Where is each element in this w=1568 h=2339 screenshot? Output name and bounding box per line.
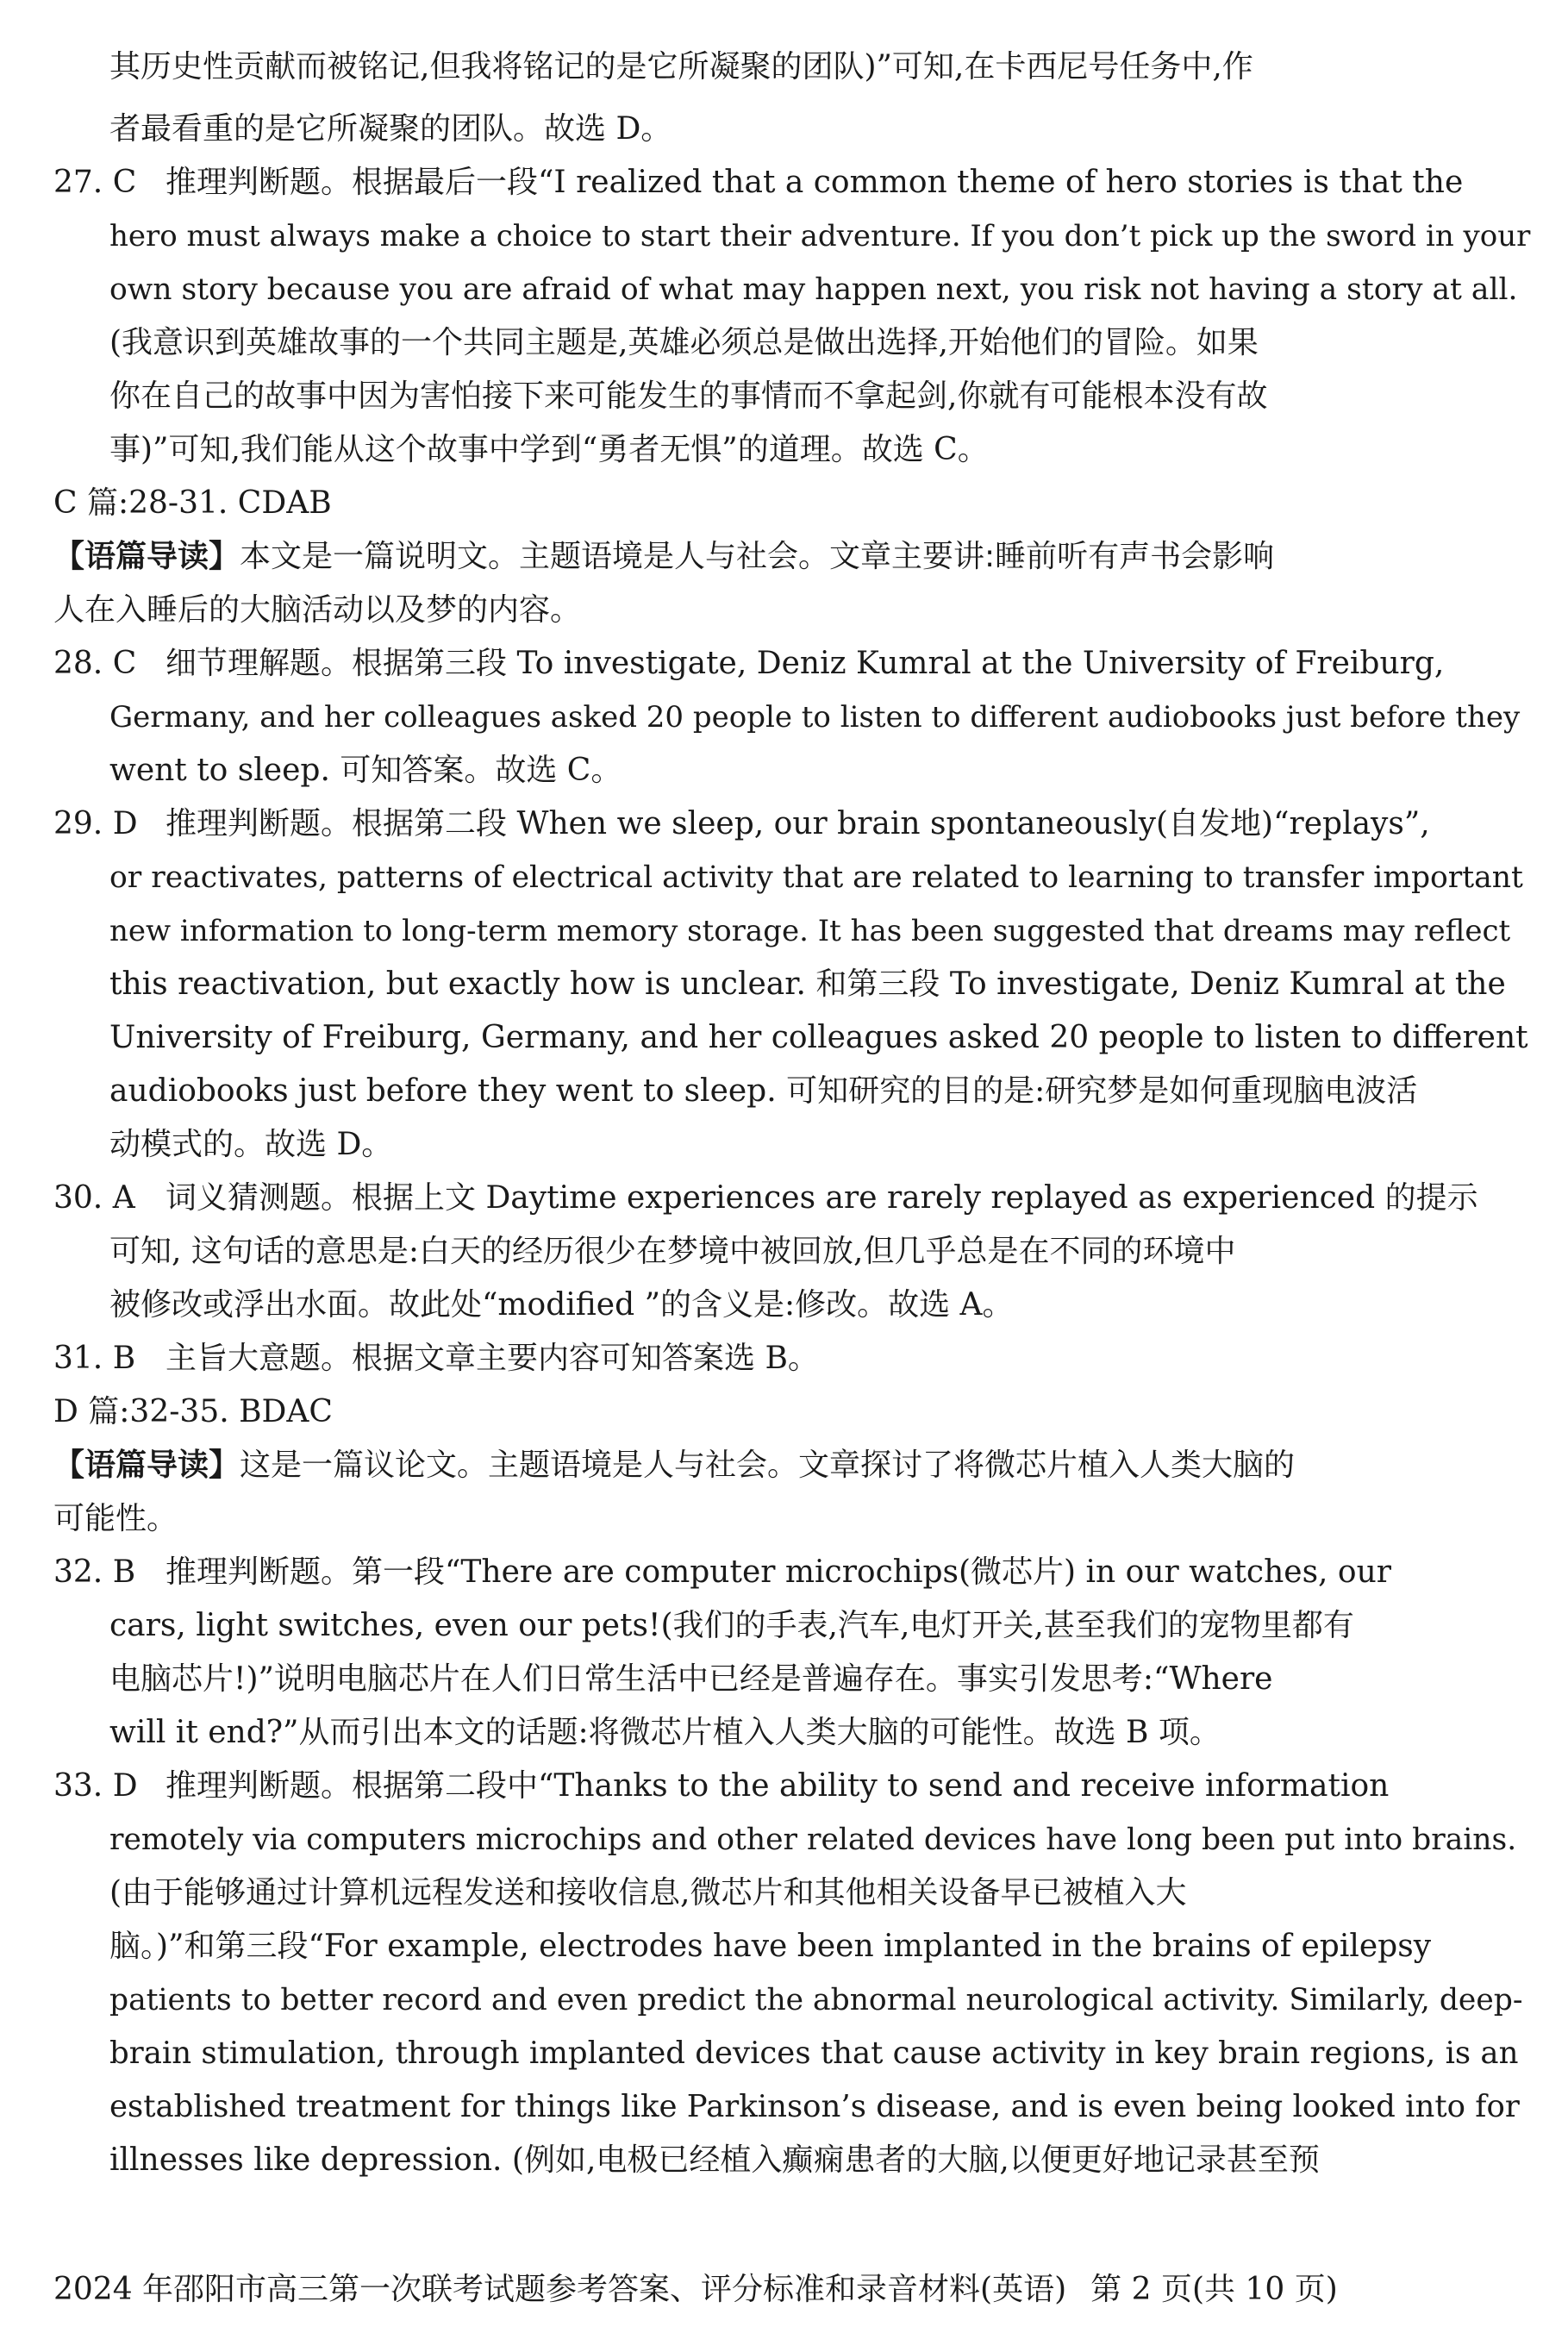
text-line: 可能性。 [53, 1501, 178, 1536]
text-line: 电脑芯片!)”说明电脑芯片在人们日常生活中已经是普遍存在。事实引发思考:“Where [109, 1661, 1273, 1697]
page-number: 第 2 页(共 10 页) [1090, 2272, 1338, 2307]
page-footer [53, 2267, 1338, 2312]
text-line: own story because you are afraid of what may happen next, you risk not having a story at all. [109, 272, 1518, 307]
question-number: 33. D [53, 1768, 138, 1804]
text-line: hero must always make a choice to start their adventure. If you don’t pick up the sword in your [109, 219, 1531, 253]
text-line: 主旨大意题。根据文章主要内容可知答案选 B。 [166, 1341, 819, 1376]
question-number: 31. B [53, 1341, 136, 1376]
text-line: 被修改或浮出水面。故此处“modified ”的含义是:修改。故选 A。 [109, 1287, 1014, 1323]
text-line: 者最看重的是它所凝聚的团队。故选 D。 [109, 111, 672, 147]
question-number: 28. C [53, 646, 137, 681]
answer-33 [53, 1764, 1389, 1809]
text-line: patients to better record and even predict the abnormal neurological activity. Similarly, deep- [109, 1983, 1523, 2017]
text-line: illnesses like depression. (例如,电极已经植入癫痫患者的大脑,以便更好地记录甚至预 [109, 2142, 1320, 2178]
text-line: brain stimulation, through implanted devices that cause activity in key brain regions, is an [109, 2036, 1519, 2071]
text-line: 推理判断题。第一段“There are computer microchips(微芯片) in our watches, our [166, 1554, 1392, 1590]
text-line: 其历史性贡献而被铭记,但我将铭记的是它所凝聚的团队)”可知,在卡西尼号任务中,作 [109, 49, 1253, 84]
question-number: 27. C [53, 165, 137, 200]
text-line: 推理判断题。根据第二段中“Thanks to the ability to send and receive information [166, 1768, 1390, 1804]
text-line: Germany, and her colleagues asked 20 people to listen to different audiobooks just before they [109, 700, 1521, 735]
question-number: 30. A [53, 1180, 135, 1216]
section-c-header: C 篇:28-31. CDAB [53, 485, 332, 521]
text-line: 词义猜测题。根据上文 Daytime experiences are rarely replayed as experienced 的提示 [166, 1180, 1478, 1216]
text-line: cars, light switches, even our pets!(我们的手表,汽车,电灯开关,甚至我们的宠物里都有 [109, 1608, 1354, 1643]
answer-31 [53, 1336, 819, 1381]
text-line: will it end?”从而引出本文的话题:将微芯片植入人类大脑的可能性。故选 B 项。 [109, 1715, 1221, 1750]
question-number: 29. D [53, 806, 138, 841]
section-d-guide [53, 1443, 1295, 1488]
answer-29 [53, 802, 1430, 847]
text-line: 你在自己的故事中因为害怕接下来可能发生的事情而不拿起剑,你就有可能根本没有故 [109, 378, 1268, 414]
text-line: went to sleep. 可知答案。故选 C。 [109, 753, 622, 788]
text-line: 推理判断题。根据第二段 When we sleep, our brain spontaneously(自发地)“replays”, [166, 806, 1430, 841]
text-line: (我意识到英雄故事的一个共同主题是,英雄必须总是做出选择,开始他们的冒险。如果 [109, 325, 1259, 360]
answer-32 [53, 1550, 1391, 1595]
answer-28 [53, 641, 1444, 686]
text-line: new information to long-term memory storage. It has been suggested that dreams may reflect [109, 914, 1511, 948]
text-line: 推理判断题。根据最后一段“I realized that a common theme of hero stories is that the [166, 165, 1464, 200]
text-line: this reactivation, but exactly how is unclear. 和第三段 To investigate, Deniz Kumral at the [109, 966, 1506, 1002]
question-number: 32. B [53, 1554, 136, 1590]
answer-27 [53, 160, 1463, 205]
text-line: 事)”可知,我们能从这个故事中学到“勇者无惧”的道理。故选 C。 [109, 432, 989, 467]
answer-30 [53, 1176, 1478, 1221]
section-d-header: D 篇:32-35. BDAC [53, 1394, 333, 1429]
text-line: 人在入睡后的大脑活动以及梦的内容。 [53, 592, 582, 628]
text-line: 脑。)”和第三段“For example, electrodes have been implanted in the brains of epilepsy [109, 1929, 1432, 1964]
text-line: (由于能够通过计算机远程发送和接收信息,微芯片和其他相关设备早已被植入大 [109, 1875, 1187, 1911]
text-line: University of Freiburg, Germany, and her colleagues asked 20 people to listen to different [109, 1020, 1528, 1055]
text-line: 细节理解题。根据第三段 To investigate, Deniz Kumral at the University of Freiburg, [166, 646, 1445, 681]
guide-label: 【语篇导读】 [53, 539, 241, 574]
text-line: remotely via computers microchips and other related devices have long been put into brains. [109, 1823, 1517, 1857]
text-line: 可知, 这句话的意思是:白天的经历很少在梦境中被回放,但几乎总是在不同的环境中 [109, 1234, 1236, 1269]
text-line: 这是一篇议论文。主题语境是人与社会。文章探讨了将微芯片植入人类大脑的 [240, 1448, 1296, 1483]
guide-label: 【语篇导读】 [53, 1448, 241, 1483]
footer-title: 2024 年邵阳市高三第一次联考试题参考答案、评分标准和录音材料(英语) [53, 2272, 1067, 2307]
text-line: 本文是一篇说明文。主题语境是人与社会。文章主要讲:睡前听有声书会影响 [240, 539, 1275, 574]
text-line: or reactivates, patterns of electrical activity that are related to learning to transfer important [109, 860, 1523, 895]
section-c-guide [53, 535, 1274, 579]
text-line: 动模式的。故选 D。 [109, 1127, 393, 1162]
text-line: established treatment for things like Parkinson’s disease, and is even being looked into for [109, 2089, 1520, 2124]
text-line: audiobooks just before they went to sleep. 可知研究的目的是:研究梦是如何重现脑电波活 [109, 1073, 1418, 1109]
